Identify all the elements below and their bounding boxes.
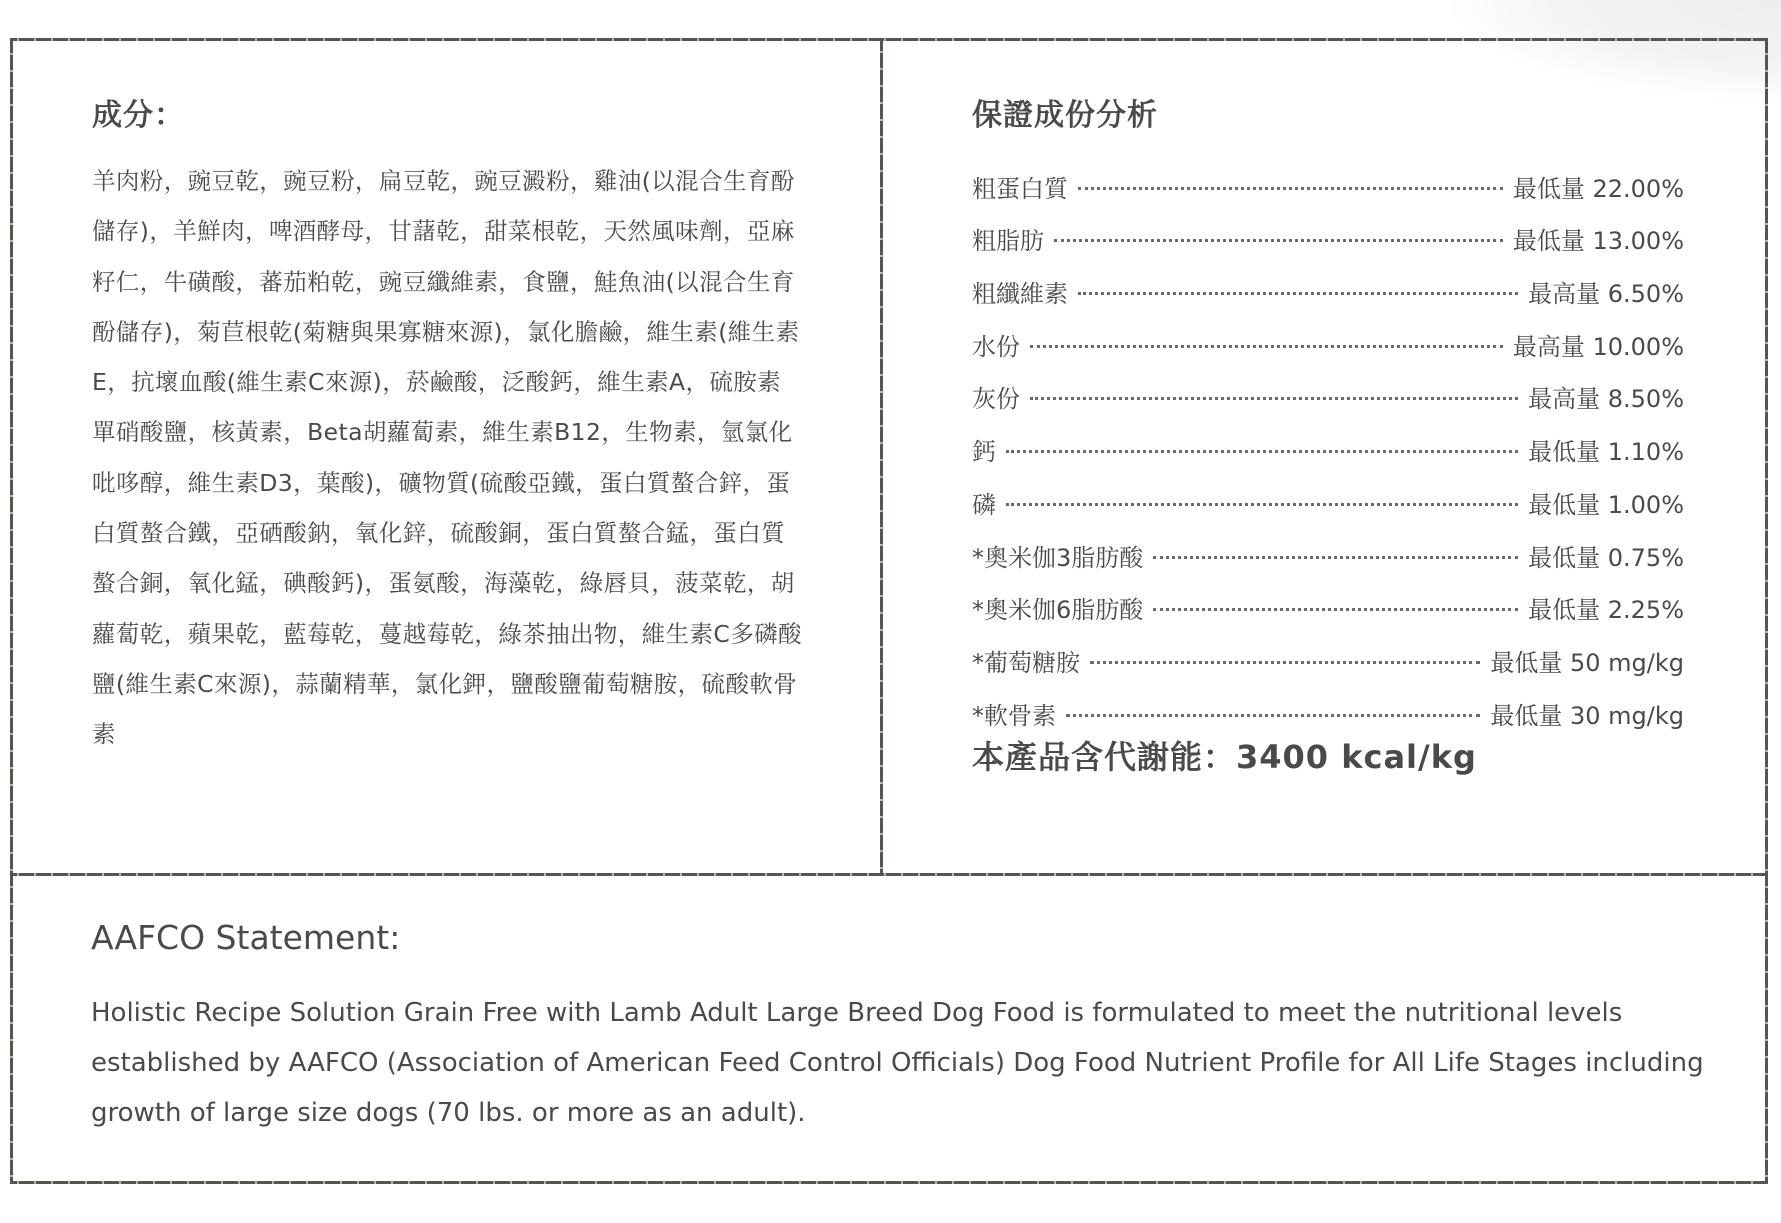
border-right bbox=[1765, 38, 1768, 1184]
nutrient-name: 粗纖維素 bbox=[972, 280, 1068, 309]
border-divider bbox=[880, 38, 883, 876]
nutrient-name: *奧米伽6脂肪酸 bbox=[972, 596, 1144, 625]
analysis-row bbox=[972, 362, 1684, 415]
nutrient-value: 最高量 6.50% bbox=[1528, 280, 1684, 309]
metabolizable-energy: 本產品含代謝能：3400 kcal/kg bbox=[972, 738, 1477, 776]
aafco-title: AAFCO Statement: bbox=[91, 918, 401, 957]
analysis-row bbox=[972, 151, 1684, 204]
aafco-text: Holistic Recipe Solution Grain Free with Lamb Adult Large Breed Dog Food is formulated to meet the nutritional levels established by AAFCO (Association of American Feed Control Officials) Dog Food Nutrient Profile for All Life Stages including growth of large size dogs (70 lbs. or more as an adult). bbox=[91, 998, 1704, 1128]
dotted-leader bbox=[1054, 239, 1503, 242]
corner-shading bbox=[1451, 0, 1781, 100]
nutrient-name: *葡萄糖胺 bbox=[972, 648, 1080, 677]
analysis-row bbox=[972, 520, 1684, 573]
dotted-leader bbox=[1153, 608, 1518, 611]
dotted-leader bbox=[1078, 292, 1518, 295]
analysis-row bbox=[972, 625, 1684, 678]
dotted-leader bbox=[1030, 397, 1518, 400]
nutrient-name: 磷 bbox=[972, 490, 996, 519]
dotted-leader bbox=[1066, 714, 1480, 717]
analysis-row bbox=[972, 678, 1684, 731]
nutrient-name: *軟骨素 bbox=[972, 701, 1056, 730]
nutrient-name: 粗蛋白質 bbox=[972, 174, 1068, 203]
nutrient-name: 粗脂肪 bbox=[972, 227, 1044, 256]
nutrient-value: 最低量 22.00% bbox=[1512, 174, 1684, 203]
analysis-row bbox=[972, 573, 1684, 626]
analysis-list bbox=[972, 151, 1684, 731]
dotted-leader bbox=[1090, 661, 1480, 664]
border-middle bbox=[10, 873, 1768, 876]
nutrient-value: 最低量 0.75% bbox=[1528, 543, 1684, 572]
dotted-leader bbox=[1006, 450, 1518, 453]
dotted-leader bbox=[1006, 503, 1518, 506]
analysis-row bbox=[972, 256, 1684, 309]
nutrient-value: 最低量 50 mg/kg bbox=[1490, 648, 1684, 677]
analysis-row bbox=[972, 467, 1684, 520]
nutrient-name: *奧米伽3脂肪酸 bbox=[972, 543, 1144, 572]
dotted-leader bbox=[1153, 556, 1518, 559]
ingredients-title: 成分： bbox=[92, 98, 185, 133]
nutrient-name: 水份 bbox=[972, 332, 1020, 361]
nutrient-value: 最低量 1.00% bbox=[1528, 490, 1684, 519]
nutrient-value: 最高量 10.00% bbox=[1512, 332, 1684, 361]
nutrient-value: 最低量 30 mg/kg bbox=[1490, 701, 1684, 730]
dotted-leader bbox=[1030, 345, 1503, 348]
nutrient-value: 最低量 1.10% bbox=[1528, 438, 1684, 467]
ingredients-text: 羊肉粉，豌豆乾，豌豆粉，扁豆乾，豌豆澱粉，雞油(以混合生育酚儲存)，羊鮮肉，啤酒酵母，甘藷乾，甜菜根乾，天然風味劑，亞麻籽仁，牛磺酸，蕃茄粕乾，豌豆纖維素，食鹽，鮭魚油(以混合生育酚儲存)，菊苣根乾(菊糖與果寡糖來源)，氯化膽鹼，維生素(維生素E，抗壞血酸(維生素C來源)，菸鹼酸，泛酸鈣，維生素A，硫胺素單硝酸鹽，核黃素，Beta胡蘿蔔素，維生素B12，生物素，氫氯化吡哆醇，維生素D3，葉酸)，礦物質(硫酸亞鐵，蛋白質螯合鋅，蛋白質螯合鐵，亞硒酸鈉，氧化鋅，硫酸銅，蛋白質螯合錳，蛋白質螯合銅，氧化錳，碘酸鈣)，蛋氨酸，海藻乾，綠唇貝，菠菜乾，胡蘿蔔乾，蘋果乾，藍莓乾，蔓越莓乾，綠茶抽出物，維生素C多磷酸鹽(維生素C來源)，蒜蘭精華，氯化鉀，鹽酸鹽葡萄糖胺，硫酸軟骨素 bbox=[92, 167, 802, 749]
analysis-row bbox=[972, 414, 1684, 467]
dotted-leader bbox=[1078, 187, 1503, 190]
border-left bbox=[10, 38, 13, 1184]
nutrient-value: 最低量 13.00% bbox=[1512, 227, 1684, 256]
border-top bbox=[10, 38, 1768, 41]
nutrient-value: 最高量 8.50% bbox=[1528, 385, 1684, 414]
nutrient-value: 最低量 2.25% bbox=[1528, 596, 1684, 625]
border-bottom bbox=[10, 1181, 1768, 1184]
nutrient-name: 鈣 bbox=[972, 438, 996, 467]
analysis-row bbox=[972, 309, 1684, 362]
nutrient-name: 灰份 bbox=[972, 385, 1020, 414]
analysis-title: 保證成份分析 bbox=[972, 98, 1158, 133]
analysis-row bbox=[972, 204, 1684, 257]
